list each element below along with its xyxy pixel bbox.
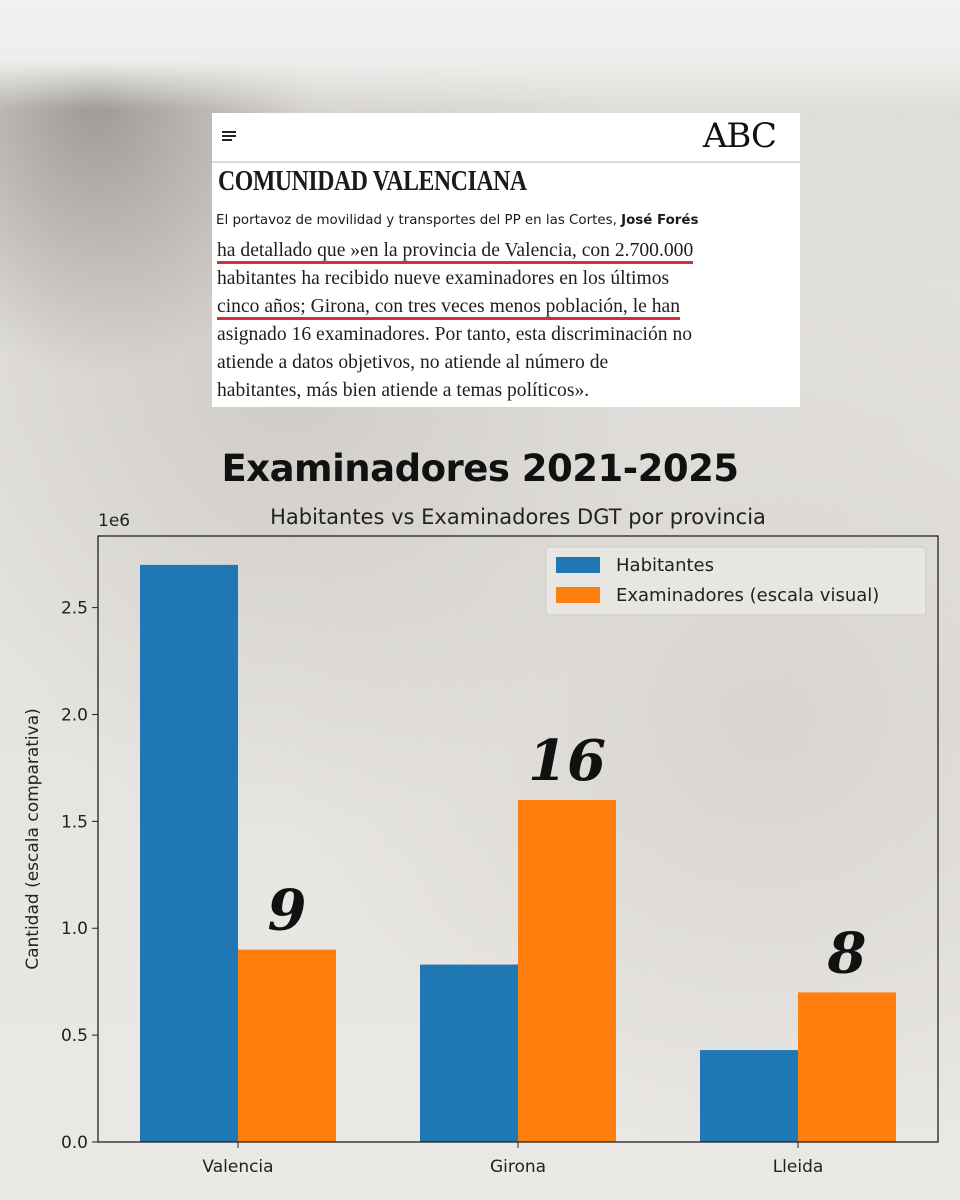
y-axis-label: Cantidad (escala comparativa) [23, 708, 43, 970]
bar-annotation: 16 [528, 727, 606, 794]
bar-annotation: 9 [267, 877, 307, 944]
quote-line: asignado 16 examinadores. Por tanto, esta discriminación no [217, 324, 693, 345]
quote-line: habitantes ha recibido nueve examinadores en los últimos [217, 268, 670, 289]
bar-examinadores [798, 992, 896, 1142]
y-tick-label: 1.5 [60, 812, 88, 833]
quote-line: atiende a datos objetivos, no atiende al número de [217, 352, 609, 373]
y-offset-label: 1e6 [98, 511, 131, 531]
lead-author: José Forés [621, 213, 699, 228]
lead-text: El portavoz de movilidad y transportes del PP en las Cortes, [216, 213, 617, 228]
y-tick-label: 1.0 [60, 919, 88, 940]
x-tick-label: Girona [489, 1157, 547, 1177]
bar-habitantes [140, 565, 238, 1142]
highlighted-quote-line: ha detallado que »en la provincia de Valencia, con 2.700.000 [217, 240, 693, 264]
y-tick-label: 0.0 [60, 1133, 88, 1153]
quote-line: habitantes, más bien atiende a temas políticos». [217, 380, 590, 401]
legend-swatch [556, 557, 600, 573]
bar-examinadores [518, 800, 616, 1142]
y-tick-label: 2.5 [60, 598, 88, 619]
abc-logo: ABC [702, 116, 776, 156]
x-tick-label: Valencia [202, 1157, 274, 1177]
legend-swatch [556, 587, 600, 603]
bar-habitantes [420, 965, 518, 1142]
y-tick-label: 2.0 [60, 705, 88, 726]
section-title: COMUNIDAD VALENCIANA [218, 165, 527, 197]
legend-label: Examinadores (escala visual) [616, 585, 880, 606]
legend-label: Habitantes [616, 555, 714, 576]
x-tick-label: Lleida [772, 1157, 824, 1177]
highlighted-quote-line: cinco años; Girona, con tres veces menos población, le han [217, 296, 680, 320]
chart-subtitle: Habitantes vs Examinadores DGT por provincia [270, 505, 766, 529]
bar-examinadores [238, 950, 336, 1142]
y-tick-label: 0.5 [60, 1026, 88, 1047]
bar-annotation: 8 [827, 920, 867, 987]
bar-habitantes [700, 1050, 798, 1142]
headline: Examinadores 2021-2025 [221, 447, 739, 490]
